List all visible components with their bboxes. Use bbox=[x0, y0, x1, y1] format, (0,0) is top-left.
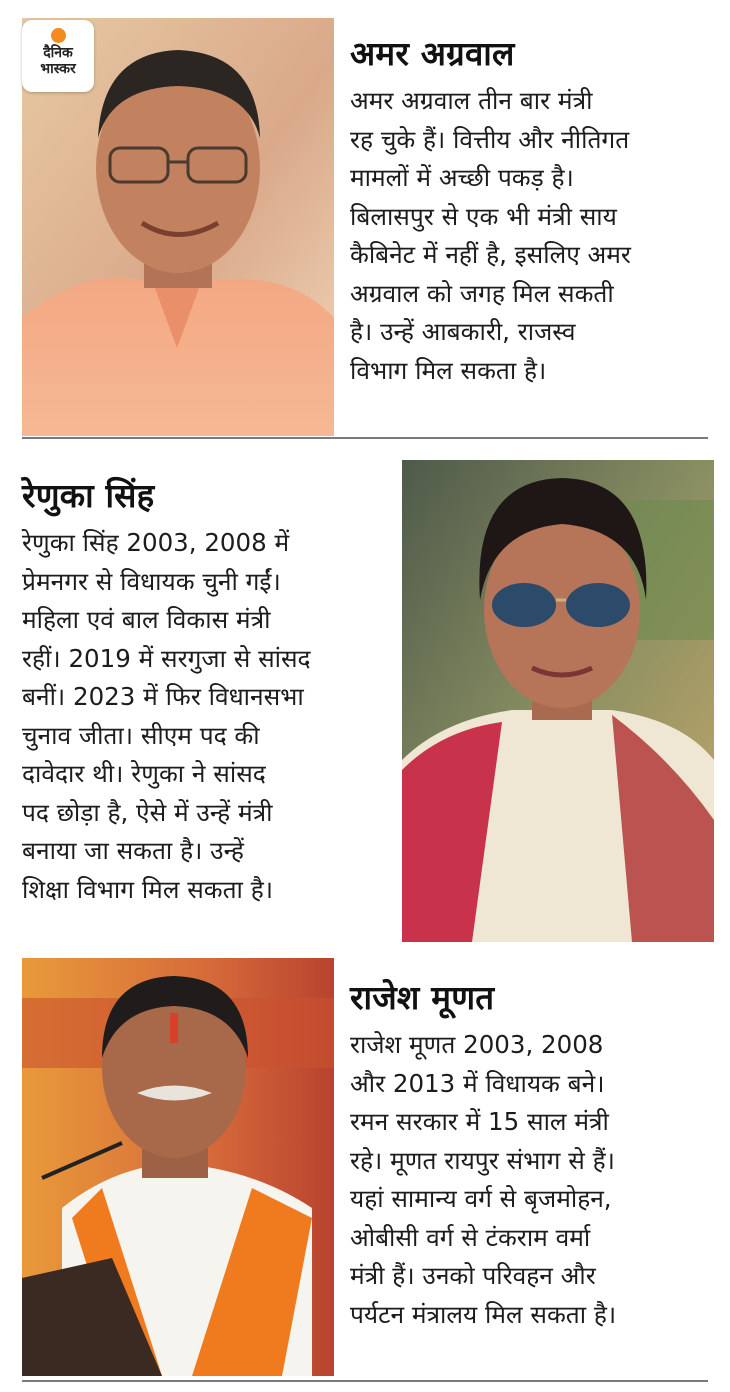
text-line: महिला एवं बाल विकास मंत्री bbox=[22, 605, 271, 634]
logo-sun-icon bbox=[51, 28, 66, 43]
profile-description bbox=[350, 1026, 720, 1334]
text-line: रहे। मूणत रायपुर संभाग से हैं। bbox=[350, 1145, 615, 1175]
text-line: है। उन्हें आबकारी, राजस्व bbox=[350, 317, 576, 346]
logo-line-2: भास्कर bbox=[40, 61, 76, 77]
text-line: बिलासपुर से एक भी मंत्री साय bbox=[350, 201, 617, 231]
text-line: बनाया जा सकता है। उन्हें bbox=[22, 836, 244, 865]
text-line: रमन सरकार में 15 साल मंत्री bbox=[350, 1107, 609, 1136]
amar-agrawal-block bbox=[350, 34, 720, 390]
profile-name: अमर अग्रवाल bbox=[350, 34, 515, 73]
section-divider bbox=[22, 437, 708, 439]
text-line: रह चुके हैं। वित्तीय और नीतिगत bbox=[350, 124, 630, 154]
text-line: अमर अग्रवाल तीन बार मंत्री bbox=[350, 86, 593, 115]
text-line: बनीं। 2023 में फिर विधानसभा bbox=[22, 682, 304, 711]
text-line: मंत्री हैं। उनको परिवहन और bbox=[350, 1261, 596, 1290]
text-line: प्रेमनगर से विधायक चुनी गईं। bbox=[22, 566, 281, 596]
text-line: पद छोड़ा है, ऐसे में उन्हें मंत्री bbox=[22, 797, 273, 827]
text-line: रेणुका सिंह 2003, 2008 में bbox=[22, 528, 290, 557]
profile-description bbox=[350, 82, 720, 390]
text-line: दावेदार थी। रेणुका ने सांसद bbox=[22, 759, 266, 788]
bottom-divider bbox=[22, 1380, 708, 1382]
text-line: रहीं। 2019 में सरगुजा से सांसद bbox=[22, 643, 311, 673]
text-line: शिक्षा विभाग मिल सकता है। bbox=[22, 874, 273, 904]
dainik-bhaskar-logo bbox=[22, 20, 94, 92]
rajesh-munat-block bbox=[350, 978, 720, 1334]
renuka-singh-block bbox=[22, 476, 394, 909]
text-line: ओबीसी वर्ग से टंकराम वर्मा bbox=[350, 1222, 591, 1252]
text-line: अग्रवाल को जगह मिल सकती bbox=[350, 278, 614, 308]
renuka-singh-photo bbox=[402, 460, 714, 942]
text-line: विभाग मिल सकता है। bbox=[350, 355, 547, 385]
profile-description bbox=[22, 524, 394, 909]
text-line: पर्यटन मंत्रालय मिल सकता है। bbox=[350, 1299, 617, 1329]
text-line: और 2013 में विधायक बने। bbox=[350, 1068, 605, 1098]
profile-name: राजेश मूणत bbox=[350, 978, 495, 1017]
text-line: कैबिनेट में नहीं है, इसलिए अमर bbox=[350, 240, 631, 269]
text-line: राजेश मूणत 2003, 2008 bbox=[350, 1030, 604, 1059]
text-line: चुनाव जीता। सीएम पद की bbox=[22, 720, 260, 750]
rajesh-munat-photo bbox=[22, 958, 334, 1376]
profile-name: रेणुका सिंह bbox=[22, 476, 155, 515]
logo-line-1: दैनिक bbox=[43, 45, 73, 61]
text-line: मामलों में अच्छी पकड़ है। bbox=[350, 163, 574, 192]
text-line: यहां सामान्य वर्ग से बृजमोहन, bbox=[350, 1184, 612, 1213]
